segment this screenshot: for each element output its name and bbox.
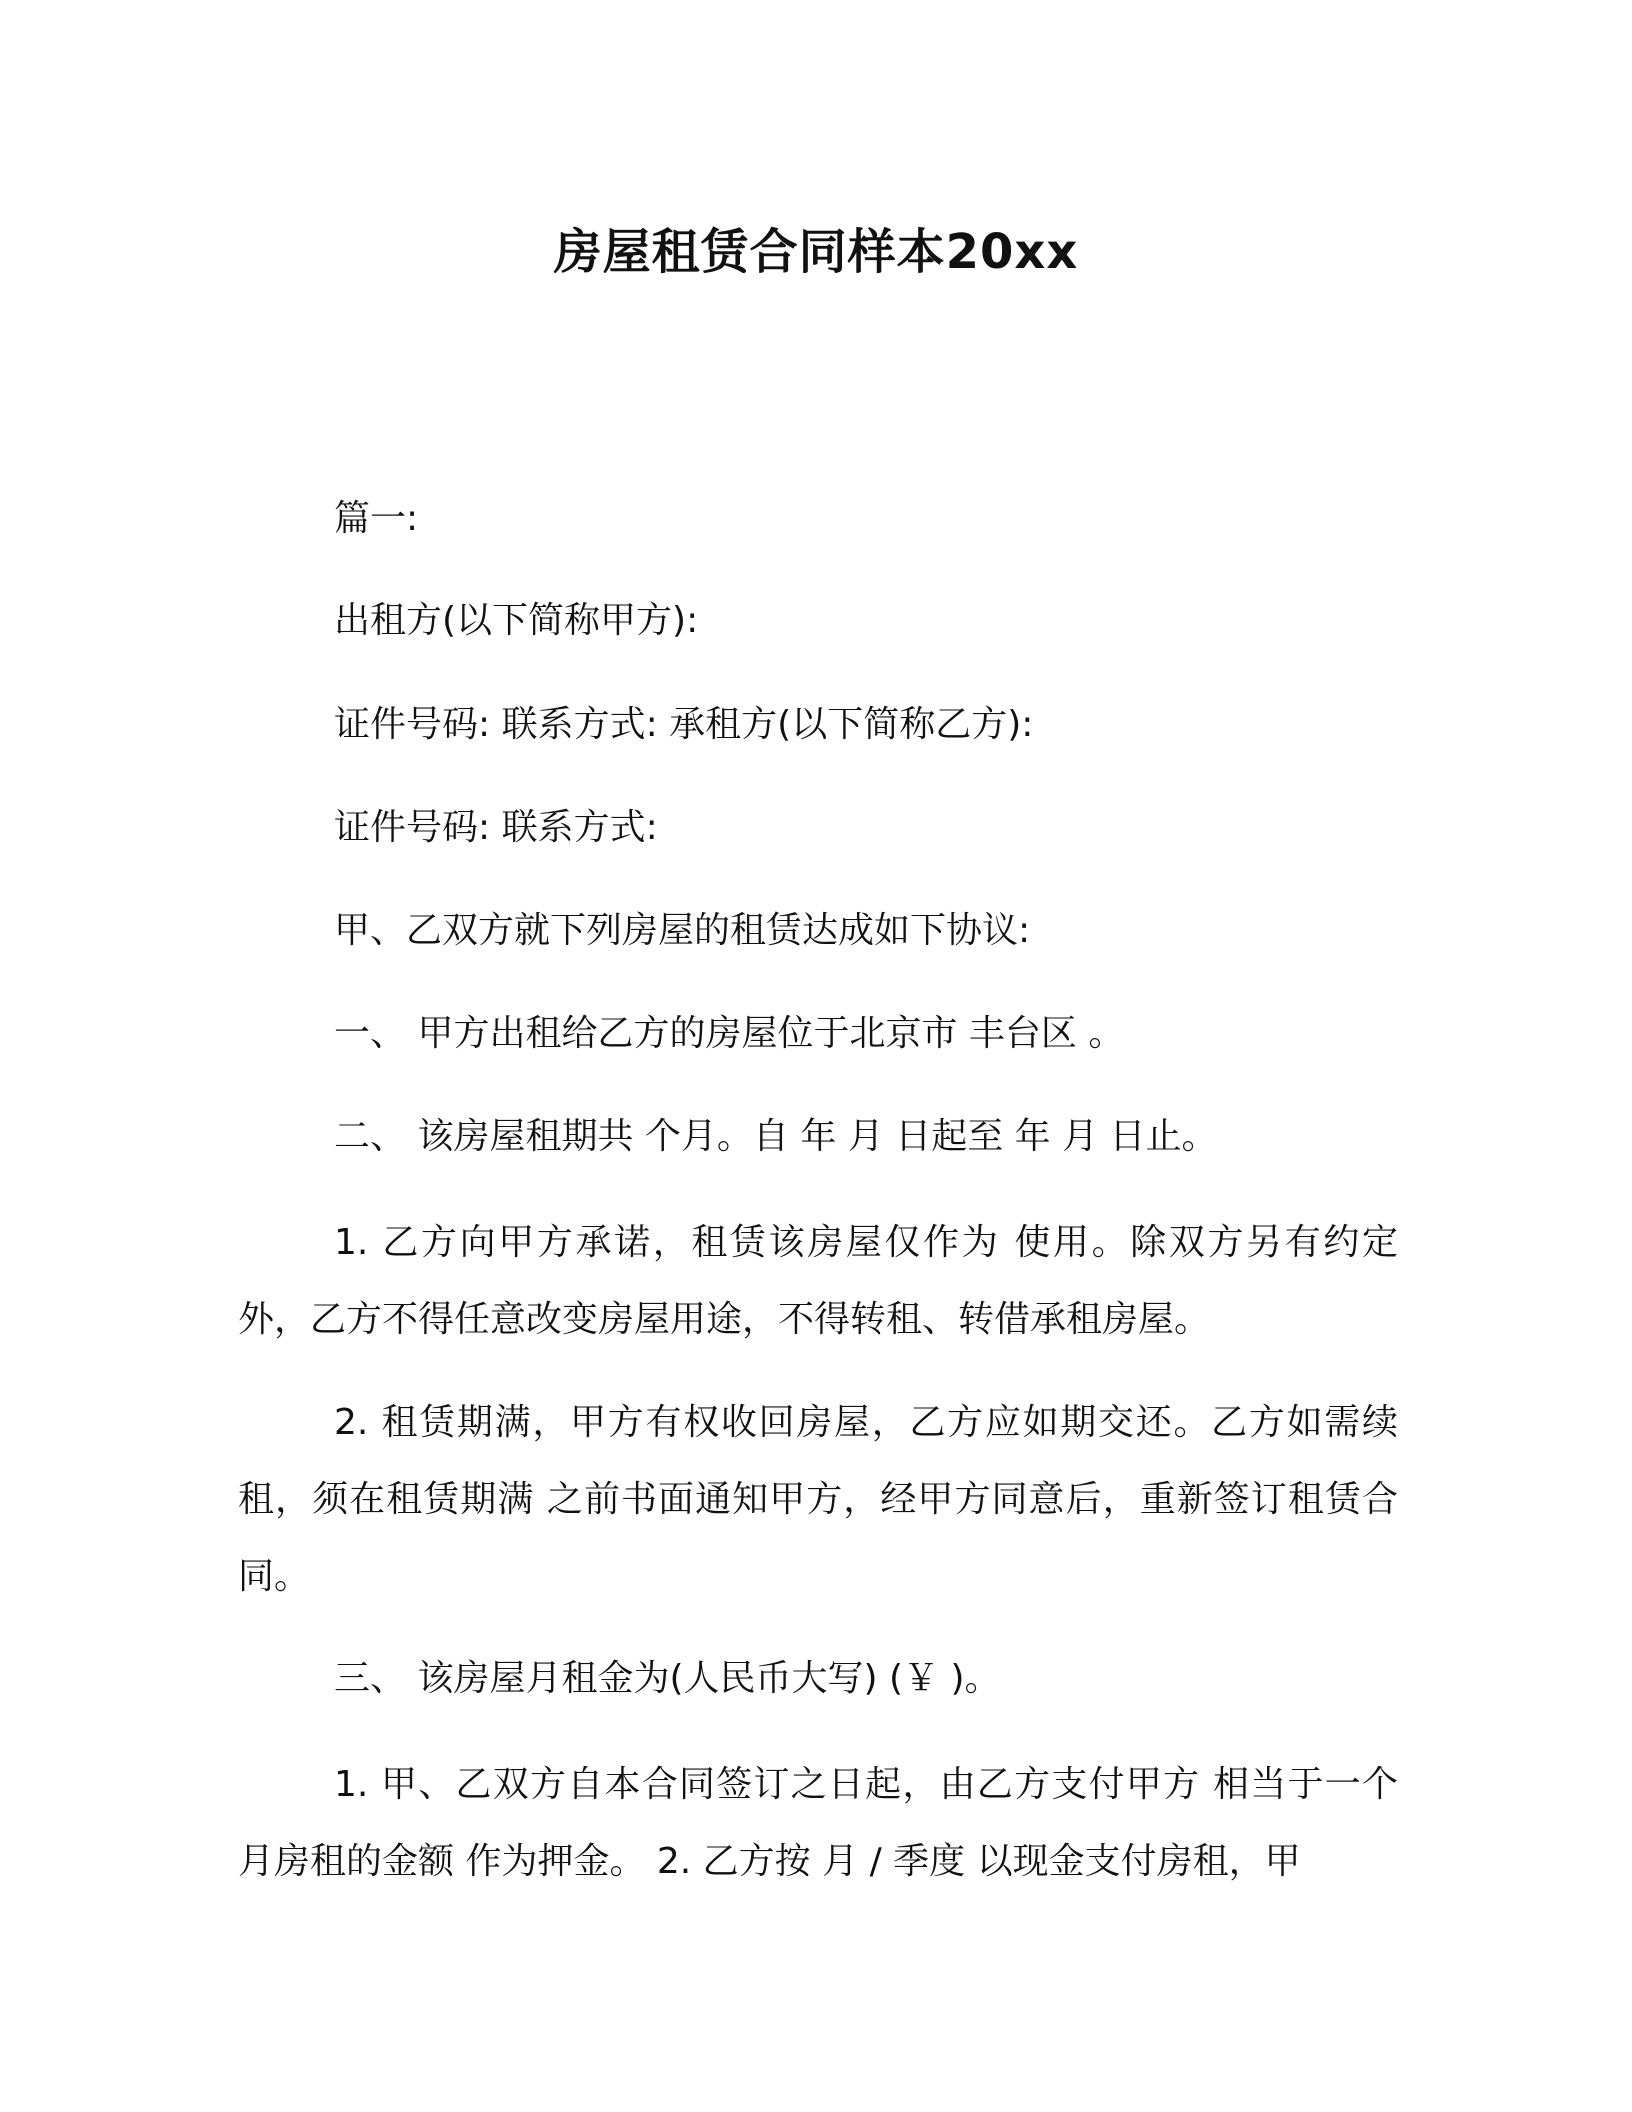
lessor-line: 出租方(以下简称甲方): <box>334 600 699 641</box>
document-title: 房屋租赁合同样本20xx <box>553 224 1079 280</box>
clause-2: 二、 该房屋租期共 个月。自 年 月 日起至 年 月 日止。 <box>334 1116 1218 1157</box>
ids-line-2: 证件号码: 联系方式: <box>334 807 658 848</box>
clause-2-item-2: 2. 租赁期满，甲方有权收回房屋，乙方应如期交还。乙方如需续租，须在租赁期满 之前书面通知甲方，经甲方同意后，重新签订租赁合同。 <box>238 1402 1398 1597</box>
clause-3: 三、 该房屋月租金为(人民币大写) (￥ )。 <box>334 1658 1001 1699</box>
clause-1: 一、 甲方出租给乙方的房屋位于北京市 丰台区 。 <box>334 1013 1125 1054</box>
section-label: 篇一: <box>334 498 419 539</box>
clause-3-item-1: 1. 甲、乙双方自本合同签订之日起，由乙方支付甲方 相当于一个月房租的金额 作为押金。 2. 乙方按 月 / 季度 以现金支付房租，甲 <box>238 1764 1398 1882</box>
agreement-line: 甲、乙双方就下列房屋的租赁达成如下协议: <box>334 910 1031 951</box>
clause-2-item-1: 1. 乙方向甲方承诺，租赁该房屋仅作为 使用。除双方另有约定外，乙方不得任意改变房屋用途，不得转租、转借承租房屋。 <box>238 1222 1398 1340</box>
ids-line-1: 证件号码: 联系方式: 承租方(以下简称乙方): <box>334 704 1034 745</box>
